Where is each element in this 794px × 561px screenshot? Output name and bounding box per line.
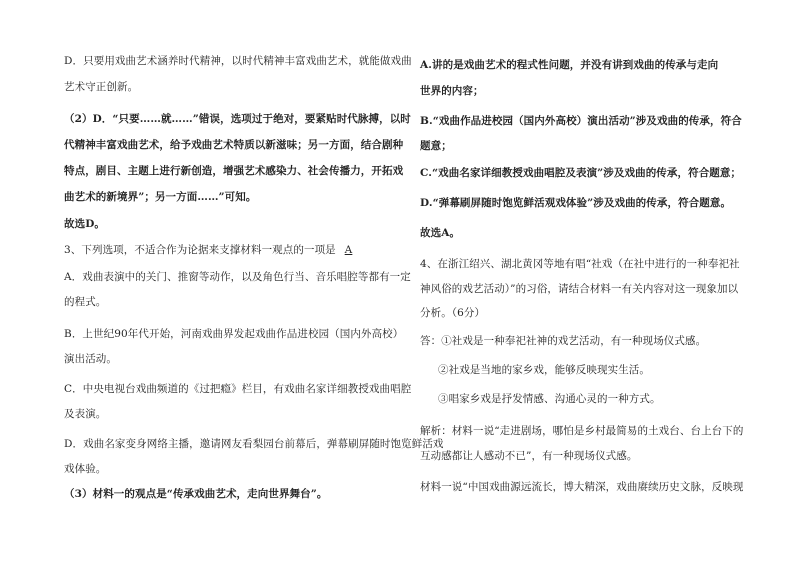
answer-line-1: [420, 331, 706, 352]
q3-part3: （3）材料一的观点是“传承戏曲艺术，走向世界舞台”。: [64, 488, 328, 500]
q2-explanation-line-3: 特点，剧目、主题上进行新创造，增强艺术感染力、社会传播力，开拓戏: [64, 165, 404, 177]
analysis-a-line-1: A.讲的是戏曲艺术的程式性问题，并没有讲到戏曲的传承与走向: [420, 59, 719, 71]
explanation-line-1: 解析：材料一说“走进剧场，哪怕是乡村最简易的土戏台、台上台下的: [420, 425, 744, 437]
q2-explanation-line-4: 曲艺术的新境界”；另一方面……”可知。: [64, 191, 257, 203]
q3-option-c-line-2: 及表演。: [64, 408, 107, 420]
q3-option-d-line-1: D．戏曲名家变身网络主播，邀请网友看梨园台前幕后，弹幕刷屏随时饱览鲜活戏: [64, 438, 444, 450]
q4-stem-line-3: 分析。（6分）: [420, 307, 486, 319]
q3-option-a-line-2: 的程式。: [64, 296, 107, 308]
q2-explanation-line-2: 代精神丰富戏曲艺术，给予戏曲艺术特质以新滋味；另一方面，结合剧种: [64, 139, 404, 151]
q2-choice: 故选D。: [64, 218, 106, 230]
answer-point-2: ②社戏是当地的家乡戏，能够反映现实生活。: [438, 364, 650, 376]
analysis-c: C.“戏曲名家详细教授戏曲唱腔及表演”涉及戏曲的传承，符合题意；: [420, 167, 742, 179]
q3-option-d-line-2: 戏体验。: [64, 463, 107, 475]
q3-answer-blank: A: [344, 244, 353, 256]
analysis-a-line-2: 世界的内容；: [420, 85, 484, 97]
q3-option-c-line-1: C．中央电视台戏曲频道的《过把瘾》栏目，有戏曲名家详细教授戏曲唱腔: [64, 383, 412, 395]
explanation-line-2: 互动感都让人感动不已”，有一种现场仪式感。: [420, 450, 638, 462]
q4-stem-line-1: 4、在浙江绍兴、湖北黄冈等地有唱“社戏（在社中进行的一种奉祀社: [420, 258, 740, 270]
q3-option-b-line-2: 演出活动。: [64, 353, 117, 365]
q2-explanation-line-1: （2）D．“只要……就……”错误，选项过于绝对，要紧贴时代脉搏，以时: [64, 113, 411, 125]
analysis-b-line-2: 题意；: [420, 140, 452, 152]
analysis-choice: 故选A。: [420, 227, 461, 239]
q4-stem-line-2: 神风俗的戏艺活动）”的习俗，请结合材料一有关内容对这一现象加以: [420, 283, 739, 295]
q3-option-a-line-1: A．戏曲表演中的关门、推窗等动作，以及角色行当、音乐唱腔等都有一定: [64, 271, 411, 283]
q3-option-b-line-1: B．上世纪90年代开始，河南戏曲界发起戏曲作品进校园（国内外高校）: [64, 328, 404, 340]
analysis-b-line-1: B.“戏曲作品进校园（国内外高校）演出活动”涉及戏曲的传承，符合: [420, 115, 742, 127]
option-d-line-2: 艺术守正创新。: [64, 81, 139, 93]
q3-stem: [64, 240, 354, 261]
explanation-line-3: 材料一说“中国戏曲源远流长，博大精深，戏曲赓续历史文脉，反映现: [420, 481, 744, 493]
answer-point-1: ①社戏是一种奉祀社神的戏艺活动，有一种现场仪式感。: [441, 335, 707, 347]
analysis-d: D.“弹幕刷屏随时饱览鲜活观戏体验”涉及戏曲的传承，符合题意。: [420, 197, 732, 209]
q3-stem-text: 3、下列选项，不适合作为论据来支撑材料一观点的一项是: [64, 244, 336, 256]
answer-point-3: ③唱家乡戏是抒发情感、沟通心灵的一种方式。: [438, 393, 661, 405]
answer-prefix: 答：: [420, 335, 442, 347]
option-d-line-1: D．只要用戏曲艺术涵养时代精神，以时代精神丰富戏曲艺术，就能做戏曲: [64, 55, 412, 67]
